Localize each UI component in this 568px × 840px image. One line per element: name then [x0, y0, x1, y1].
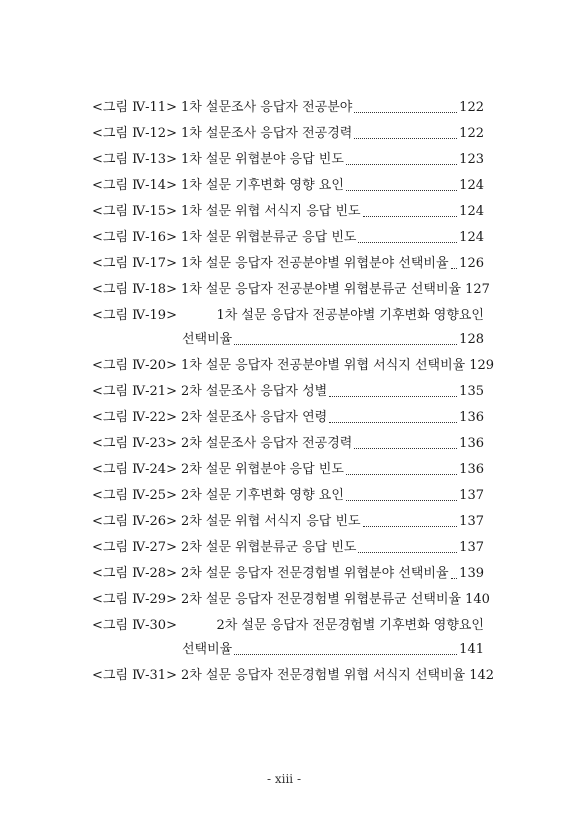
figure-label: <그림 Ⅳ-18> — [92, 282, 177, 297]
figure-title-continuation: 선택비율 — [182, 332, 233, 347]
page-number-footer: - xiii - — [266, 772, 302, 786]
page-number: 136 — [459, 462, 484, 477]
page-number: 140 — [465, 592, 490, 607]
figure-title: 1차 설문 위협분류군 응답 빈도 — [180, 230, 357, 245]
figure-title: 2차 설문 응답자 전문경험별 기후변화 영향요인 — [216, 618, 484, 633]
figure-entry[interactable] — [92, 488, 484, 514]
figure-title: 2차 설문 위협분야 응답 빈도 — [180, 462, 344, 477]
figure-label: <그림 Ⅳ-30> — [92, 618, 177, 633]
dot-leader — [234, 654, 457, 655]
figure-entry[interactable] — [92, 178, 484, 204]
figure-title: 2차 설문 응답자 전문경험별 위협분류군 선택비율 — [180, 592, 462, 607]
figure-title: 1차 설문 응답자 전공분야별 위협분류군 선택비율 — [180, 282, 462, 297]
figure-label: <그림 Ⅳ-28> — [92, 566, 177, 581]
figure-label: <그림 Ⅳ-13> — [92, 152, 177, 167]
figure-entry[interactable] — [92, 100, 484, 126]
figure-entry[interactable] — [92, 384, 484, 410]
figure-entry[interactable] — [92, 204, 484, 230]
figure-entry[interactable] — [92, 152, 484, 178]
figure-label: <그림 Ⅳ-23> — [92, 436, 177, 451]
figure-label: <그림 Ⅳ-22> — [92, 410, 177, 425]
dot-leader — [346, 474, 457, 475]
dot-leader — [354, 138, 457, 139]
figure-label: <그림 Ⅳ-12> — [92, 126, 177, 141]
figure-entry[interactable] — [92, 514, 484, 540]
dot-leader — [363, 526, 458, 527]
figure-entry[interactable] — [92, 126, 484, 152]
page-number: 122 — [459, 100, 484, 115]
figure-entry[interactable] — [92, 256, 484, 282]
figure-entry[interactable] — [92, 566, 484, 592]
figure-entry[interactable] — [92, 230, 484, 256]
figure-title: 1차 설문 기후변화 영향 요인 — [180, 178, 344, 193]
page-number: 122 — [459, 126, 484, 141]
figure-label: <그림 Ⅳ-14> — [92, 178, 177, 193]
dot-leader — [358, 242, 457, 243]
page-number: 137 — [459, 514, 484, 529]
page-number: 124 — [459, 204, 484, 219]
figure-title: 2차 설문 위협분류군 응답 빈도 — [180, 540, 357, 555]
figure-entry[interactable] — [92, 358, 495, 384]
dot-leader — [451, 268, 458, 269]
figure-entry[interactable] — [92, 592, 490, 618]
dot-leader — [329, 396, 457, 397]
figure-title: 1차 설문 응답자 전공분야별 위협 서식지 선택비율 — [180, 358, 466, 373]
dot-leader — [354, 448, 457, 449]
page-number: 141 — [459, 642, 484, 657]
figure-entry[interactable] — [92, 436, 484, 462]
figure-title: 2차 설문 응답자 전문경험별 위협분야 선택비율 — [180, 566, 449, 581]
figure-title: 1차 설문조사 응답자 전공분야 — [180, 100, 353, 115]
page-number: 136 — [459, 410, 484, 425]
figure-entry[interactable] — [92, 540, 484, 566]
figure-entry[interactable] — [92, 308, 484, 358]
dot-leader — [234, 344, 457, 345]
figure-label: <그림 Ⅳ-11> — [92, 100, 177, 115]
figure-label: <그림 Ⅳ-20> — [92, 358, 177, 373]
dot-leader — [451, 578, 458, 579]
figure-title: 2차 설문조사 응답자 성별 — [180, 384, 328, 399]
figure-title: 1차 설문 응답자 전공분야별 위협분야 선택비율 — [180, 256, 449, 271]
dot-leader — [358, 552, 457, 553]
dot-leader — [346, 164, 457, 165]
page-number: 123 — [459, 152, 484, 167]
figure-label: <그림 Ⅳ-26> — [92, 514, 177, 529]
page-number: 126 — [459, 256, 484, 271]
figure-label: <그림 Ⅳ-25> — [92, 488, 177, 503]
dot-leader — [354, 112, 457, 113]
dot-leader — [346, 190, 457, 191]
page-number: 129 — [469, 358, 495, 373]
dot-leader — [329, 422, 457, 423]
page-number: 136 — [459, 436, 484, 451]
figure-title: 1차 설문 위협 서식지 응답 빈도 — [180, 204, 361, 219]
figure-label: <그림 Ⅳ-24> — [92, 462, 177, 477]
page-number: 139 — [459, 566, 484, 581]
figure-label: <그림 Ⅳ-21> — [92, 384, 177, 399]
figure-entry[interactable] — [92, 618, 484, 668]
figure-entry[interactable] — [92, 282, 490, 308]
figure-title: 1차 설문조사 응답자 전공경력 — [180, 126, 353, 141]
page-number: 142 — [469, 668, 495, 683]
figure-label: <그림 Ⅳ-29> — [92, 592, 177, 607]
figure-title: 2차 설문조사 응답자 연령 — [180, 410, 328, 425]
figure-title: 2차 설문 기후변화 영향 요인 — [180, 488, 344, 503]
page-number: 124 — [459, 230, 484, 245]
figure-title: 2차 설문 위협 서식지 응답 빈도 — [180, 514, 361, 529]
page-number: 128 — [459, 332, 484, 347]
dot-leader — [363, 216, 458, 217]
page-number: 137 — [459, 540, 484, 555]
figure-label: <그림 Ⅳ-31> — [92, 668, 177, 683]
figure-label: <그림 Ⅳ-19> — [92, 308, 177, 323]
figure-list — [92, 100, 495, 694]
dot-leader — [346, 500, 457, 501]
page-number: 124 — [459, 178, 484, 193]
figure-entry[interactable] — [92, 410, 484, 436]
figure-entry[interactable] — [92, 462, 484, 488]
figure-title: 1차 설문 위협분야 응답 빈도 — [180, 152, 344, 167]
figure-title: 2차 설문조사 응답자 전공경력 — [180, 436, 353, 451]
figure-entry[interactable] — [92, 668, 495, 694]
figure-label: <그림 Ⅳ-16> — [92, 230, 177, 245]
figure-label: <그림 Ⅳ-15> — [92, 204, 177, 219]
figure-title: 2차 설문 응답자 전문경험별 위협 서식지 선택비율 — [180, 668, 466, 683]
figure-title-continuation: 선택비율 — [182, 642, 233, 657]
page-number: 137 — [459, 488, 484, 503]
figure-label: <그림 Ⅳ-17> — [92, 256, 177, 271]
figure-label: <그림 Ⅳ-27> — [92, 540, 177, 555]
figure-title: 1차 설문 응답자 전공분야별 기후변화 영향요인 — [216, 308, 484, 323]
page-number: 135 — [459, 384, 484, 399]
page-number: 127 — [465, 282, 490, 297]
